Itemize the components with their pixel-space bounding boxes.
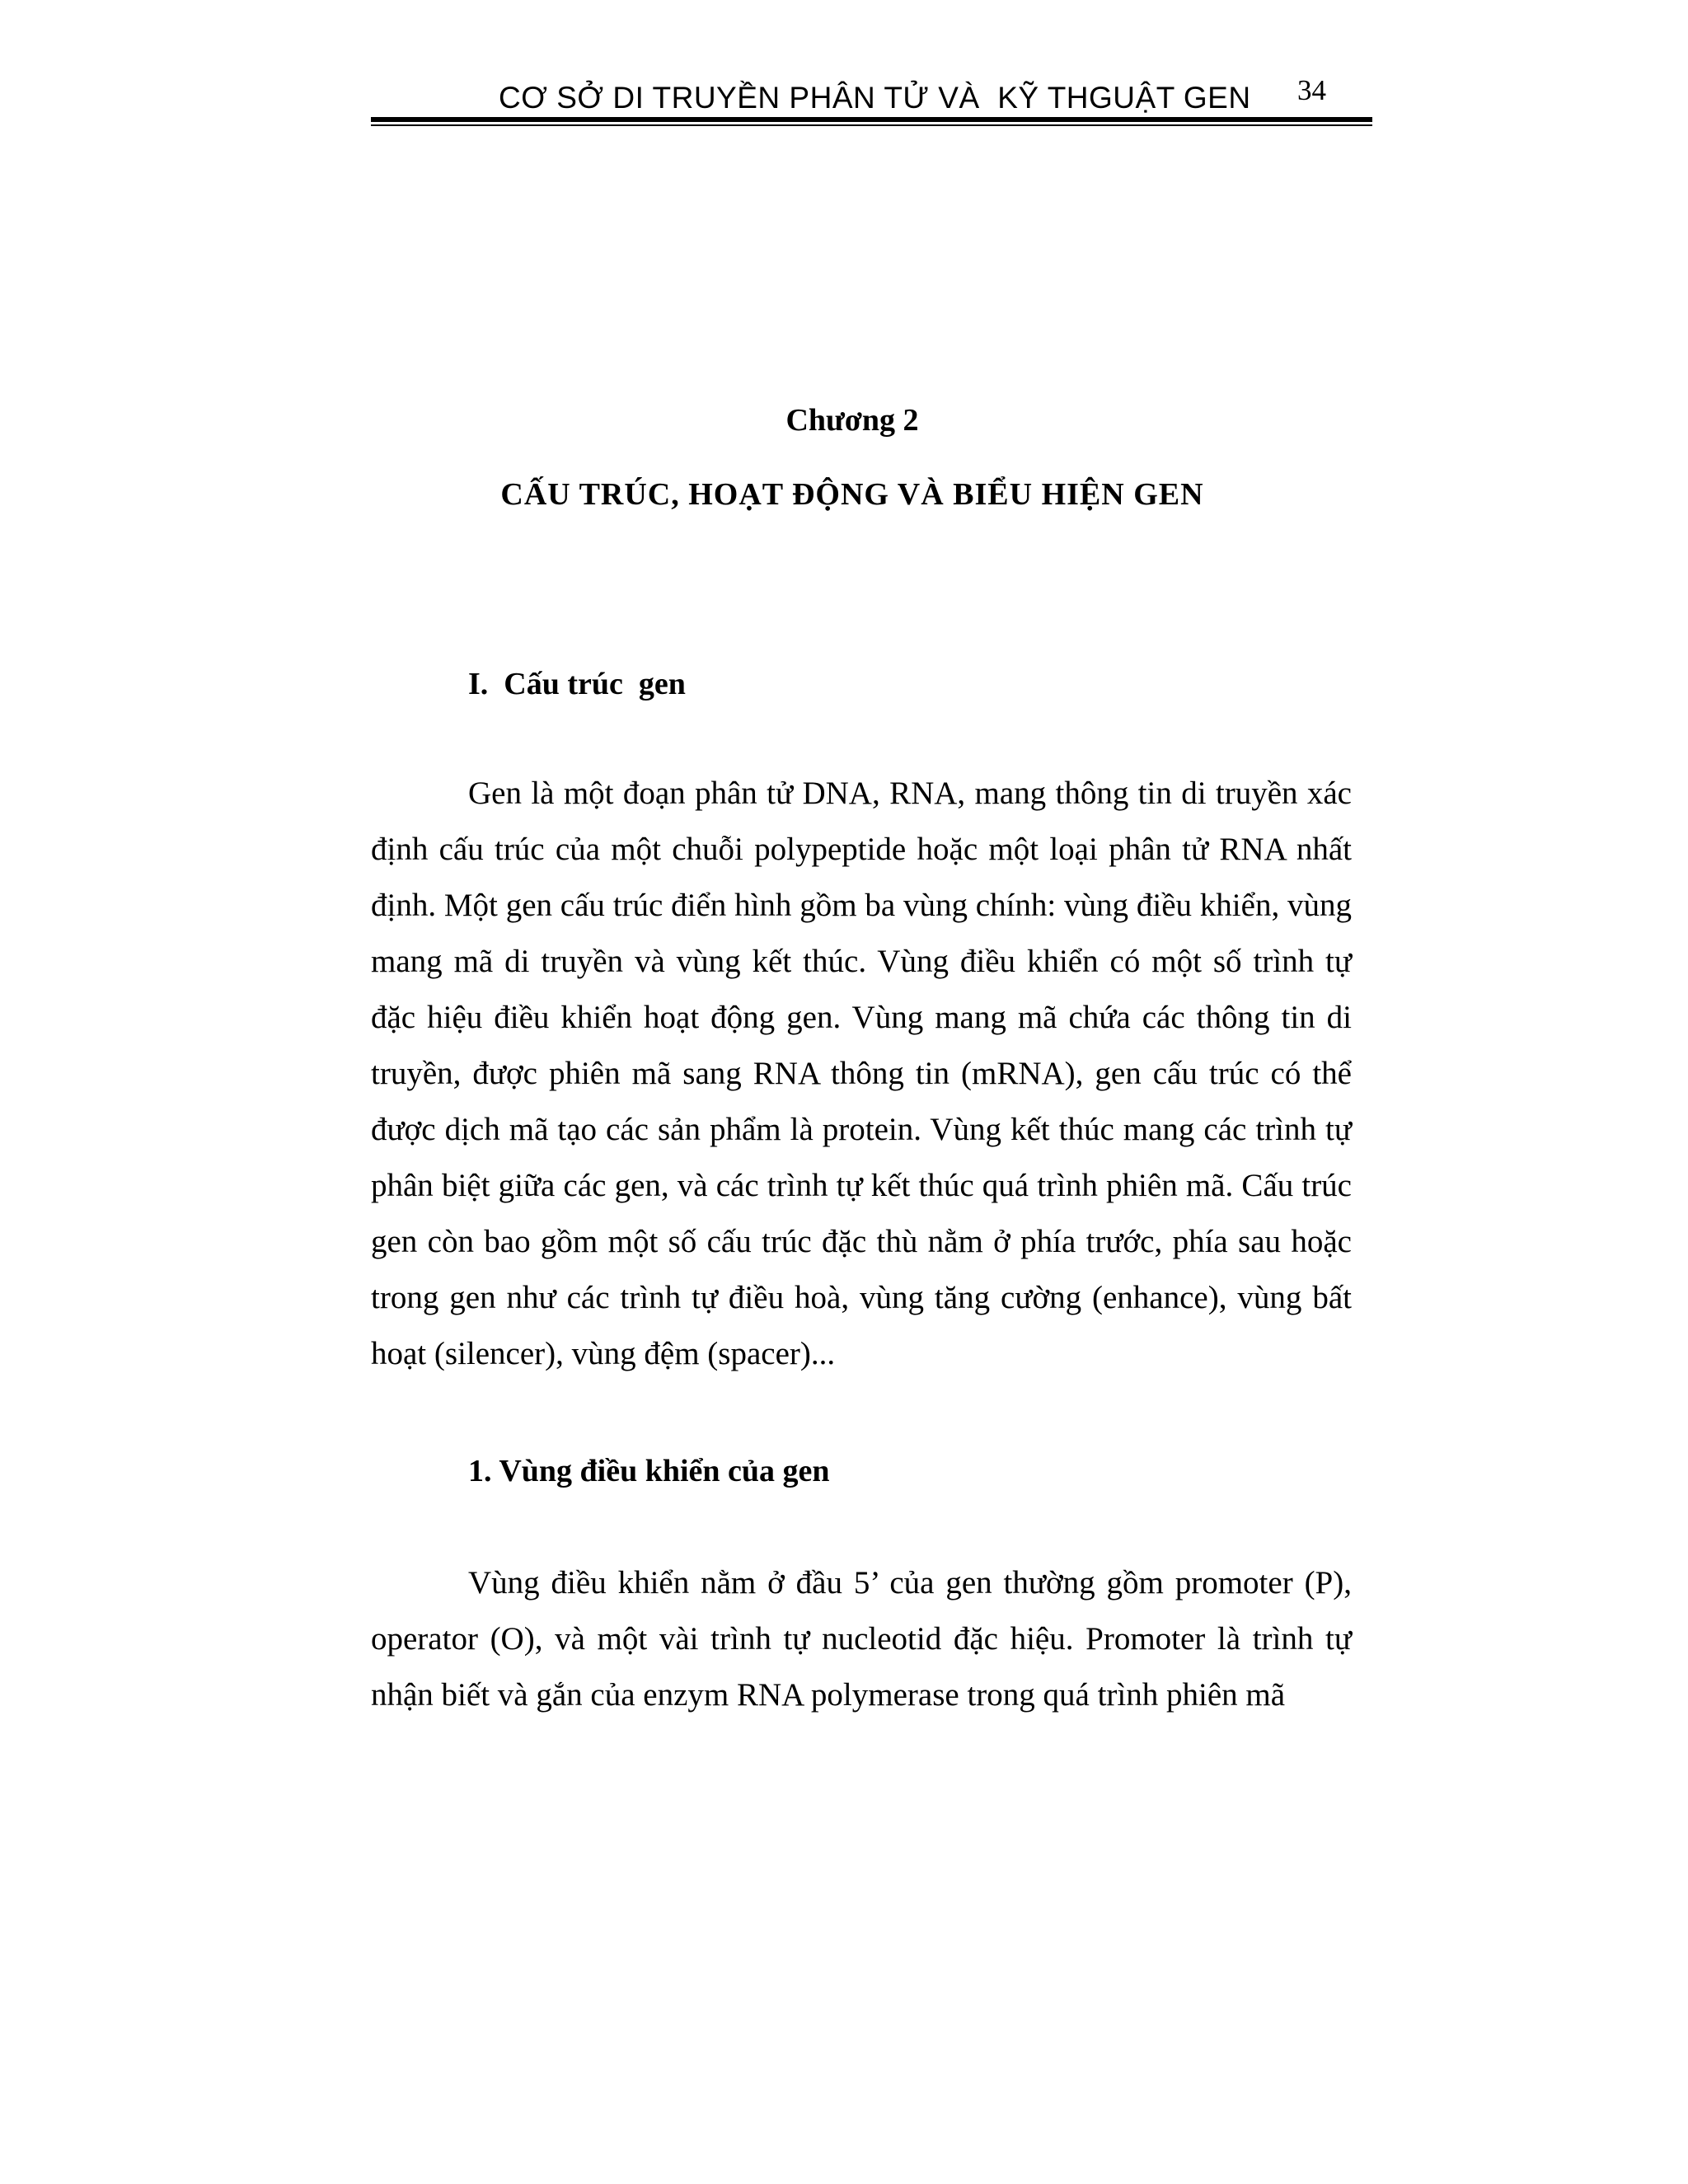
page-number: 34 xyxy=(1297,74,1326,106)
subsection-heading: 1. Vùng điều khiển của gen xyxy=(468,1454,830,1488)
section-heading: I. Cấu trúc gen xyxy=(468,667,686,701)
chapter-title: CẤU TRÚC, HOẠT ĐỘNG VÀ BIỂU HIỆN GEN xyxy=(500,477,1204,512)
subsection-paragraph: Vùng điều khiển nằm ở đầu 5’ của gen thường gồm promoter (P), operator (O), và một vài trình tự nucleotid đặc hiệu. Promoter là trình tự nhận biết và gắn của enzym RNA polymerase trong quá trình phiên mã xyxy=(371,1565,1352,1713)
header-title: CƠ SỞ DI TRUYỀN PHÂN TỬ VÀ KỸ THGUẬT GEN xyxy=(499,81,1251,115)
running-header xyxy=(371,74,1372,115)
chapter-label: Chương 2 xyxy=(785,403,919,438)
section-paragraph: Gen là một đoạn phân tử DNA, RNA, mang thông tin di truyền xác định cấu trúc của một chuỗi polypeptide hoặc một loại phân tử RNA nhất định. Một gen cấu trúc điển hình gồm ba vùng chính: vùng điều khiển, vùng mang mã di truyền và vùng kết thúc. Vùng điều khiển có một số trình tự đặc hiệu điều khiển hoạt động gen. Vùng mang mã chứa các thông tin di truyền, được phiên mã sang RNA thông tin (mRNA), gen cấu trúc có thể được dịch mã tạo các sản phẩm là protein. Vùng kết thúc mang các trình tự phân biệt giữa các gen, và các trình tự kết thúc quá trình phiên mã. Cấu trúc gen còn bao gồm một số cấu trúc đặc thù nằm ở phía trước, phía sau hoặc trong gen như các trình tự điều hoà, vùng tăng cường (enhance), vùng bất hoạt (silencer), vùng đệm (spacer)... xyxy=(371,776,1352,1371)
header-rule-thin xyxy=(371,124,1372,126)
header-rule-thick xyxy=(371,117,1372,122)
